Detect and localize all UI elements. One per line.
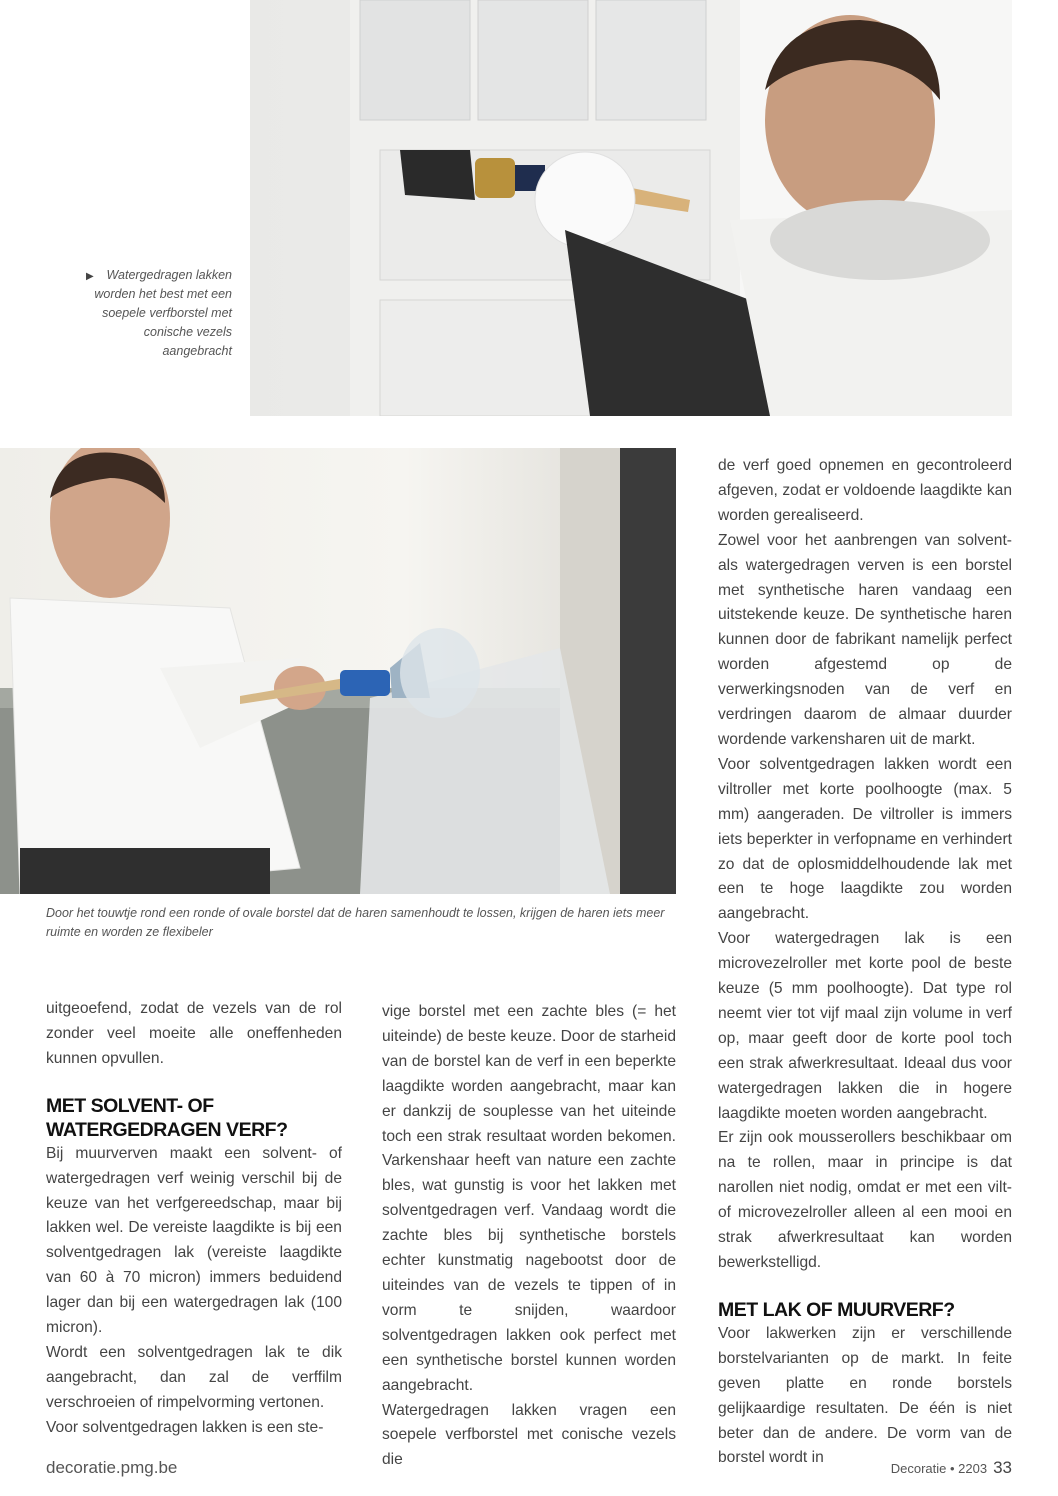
photo-painter-window: [250, 0, 1012, 416]
col3-paragraph-3: Voor solventgedragen lakken wordt een viltroller met korte poolhoogte (max. 5 mm) aangeraden. De viltroller is immers iets beperkter in verfopname en verhindert zo dat de oplosmiddelhoudende lak met een te hoge laagdikte zou worden aangebracht.: [718, 755, 1012, 923]
middle-photo-caption: Door het touwtje rond een ronde of ovale borstel dat de haren samenhoudt te lossen, krijgen de haren iets meer ruimte en worden ze flexibeler: [46, 906, 665, 939]
col1-paragraph-4: Voor solventgedragen lakken is een ste-: [46, 1418, 324, 1436]
col3-paragraph-2: Zowel voor het aanbrengen van solvent- als watergedragen verven is een borstel met synthetische haren vandaag een uitstekende keuze. De synthetische haren kunnen door de fabrikant namelijk perfect worden afgestemd op de verwerkingsnoden van de verf en verdringen daarom de almaar duurder wordende varkensharen uit de markt.: [718, 531, 1012, 748]
footer-website: decoratie.pmg.be: [46, 1458, 178, 1477]
footer-issue-label: Decoratie • 2203: [890, 1461, 988, 1476]
col3-paragraph-6: Voor lakwerken zijn er verschillende borstelvarianten op de markt. In feite geven platte en ronde borstels gelijkaardige resultaten. De één is niet beter dan de andere. De vorm van de borstel wordt in: [718, 1324, 1012, 1467]
heading-solvent-of-watergedragen: MET SOLVENT- OF WATERGEDRAGEN VERF?: [46, 1094, 288, 1141]
top-photo-caption-text: Watergedragen lakken worden het best met een soepele verfborstel met conische vezels aangebracht: [94, 268, 232, 358]
page-number: 33: [993, 1458, 1012, 1477]
col3-paragraph-1: de verf goed opnemen en gecontroleerd afgeven, zodat er voldoende laagdikte kan worden gerealiseerd.: [718, 457, 1012, 524]
photo-painter-brush: [0, 448, 676, 894]
col1-paragraph-2: Bij muurverven maakt een solvent- of watergedragen verf weinig verschil bij de keuze van het verfgereedschap, maar bij lakken wel. De vereiste laagdikte is bij een solventgedragen lak (vereiste laagdikte van 60 à 70 micron) immers beduidend lager dan bij een watergedragen lak (100 micron).: [46, 1144, 342, 1337]
col3-paragraph-4: Voor watergedragen lak is een microvezelroller met korte pool de beste keuze (5 mm poolhoogte). Dat type rol neemt vier tot vijf maal zijn volume in verf op, maar geeft door de korte pool toch een strak afwerkresultaat. Ideaal dus voor watergedragen lakken die in hogere laagdikte moeten worden aangebracht.: [718, 930, 1012, 1122]
text-column-3: [718, 454, 1012, 1471]
footer-issue: [891, 1458, 1012, 1478]
col2-paragraph-1: vige borstel met een zachte bles (= het uiteinde) de beste keuze. Door de starheid van de borstel kan de verf in een beperkte laagdikte worden aangebracht, maar kan er dankzij de souplesse van het uiteinde toch een strak resultaat worden bekomen. Varkenshaar heeft van nature een zachte bles, wat gunstig is voor het lakken met solventgedragen verf. Vandaag wordt die zachte bles bij synthetische borstels echter kunstmatig nagebootst door de uiteindes van de vezels te tippen of in vorm te snijden, waardoor solventgedragen lakken ook perfect met een synthetische borstel kunnen worden aangebracht.: [382, 1003, 676, 1394]
heading-lak-of-muurverf: MET LAK OF MUURVERF?: [718, 1298, 955, 1321]
col1-paragraph-1: uitgeoefend, zodat de vezels van de rol zonder veel moeite alle oneffenheden kunnen opvullen.: [46, 1000, 342, 1067]
top-photo-caption: [80, 266, 232, 361]
text-column-2: [382, 1000, 676, 1473]
text-column-1: [46, 997, 342, 1441]
col2-paragraph-2: Watergedragen lakken vragen een soepele verfborstel met conische vezels die: [382, 1401, 676, 1469]
col3-paragraph-5: Er zijn ook mousserollers beschikbaar om na te rollen, maar in principe is dat narollen niet nodig, omdat er met een vilt- of microvezelroller alleen al een mooi en strak afwerkresultaat kan worden bewerkstelligd.: [718, 1129, 1012, 1271]
col1-paragraph-3: Wordt een solventgedragen lak te dik aangebracht, dan zal de verffilm verschroeien of rimpelvorming vertonen.: [46, 1343, 342, 1411]
caption-arrow-icon: ▶: [86, 271, 94, 282]
